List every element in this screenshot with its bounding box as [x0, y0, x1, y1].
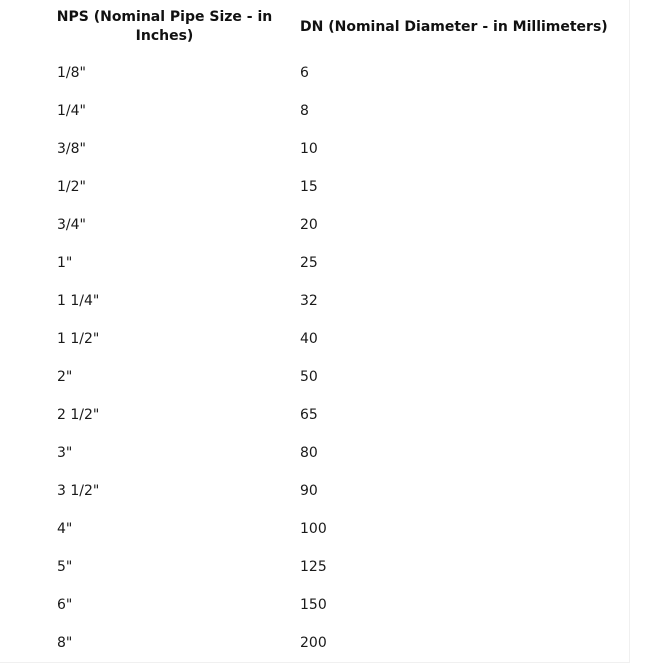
table-row: [0, 548, 629, 586]
dn-cell: 200: [300, 634, 327, 651]
nps-cell: 4": [57, 521, 73, 537]
nps-cell: 2": [57, 369, 73, 385]
table-body: [0, 54, 629, 662]
nps-cell: 3/8": [57, 141, 86, 157]
dn-cell: 150: [300, 597, 327, 613]
table-row: [0, 282, 629, 320]
nps-cell: 3/4": [57, 217, 86, 233]
dn-cell: 125: [300, 559, 327, 575]
dn-cell: 25: [300, 255, 318, 271]
table-row: [0, 472, 629, 510]
nps-cell: 1/2": [57, 179, 86, 195]
nps-cell: 3": [57, 445, 73, 461]
dn-cell: 50: [300, 369, 318, 385]
column-header-nps: NPS (Nominal Pipe Size - in Inches): [56, 9, 273, 44]
table-row: [0, 54, 629, 92]
dn-cell: 65: [300, 407, 318, 423]
dn-cell: 100: [300, 521, 327, 537]
table-row: [0, 586, 629, 624]
table-row: [0, 396, 629, 434]
dn-cell: 32: [300, 293, 318, 309]
nps-cell: 1 1/2": [57, 331, 100, 347]
nps-cell: 2 1/2": [57, 407, 100, 423]
table-header: [0, 0, 629, 54]
nps-cell: 1": [57, 255, 73, 271]
dn-cell: 10: [300, 141, 318, 157]
table-row: [0, 320, 629, 358]
nps-cell: 1/8": [57, 65, 86, 81]
table-row: [0, 92, 629, 130]
nps-cell: 5": [57, 559, 73, 575]
table-row: [0, 434, 629, 472]
table-row: [0, 130, 629, 168]
column-header-dn: DN (Nominal Diameter - in Millimeters): [300, 18, 608, 35]
table-row: [0, 624, 629, 662]
dn-cell: 40: [300, 331, 318, 347]
dn-cell: 6: [300, 65, 309, 81]
dn-cell: 90: [300, 483, 318, 499]
nps-cell: 6": [57, 597, 73, 613]
dn-cell: 15: [300, 179, 318, 195]
table-row: [0, 244, 629, 282]
header-row: [0, 0, 629, 54]
table-row: [0, 168, 629, 206]
table-row: [0, 510, 629, 548]
nps-cell: 1 1/4": [57, 293, 100, 309]
dn-cell: 20: [300, 217, 318, 233]
dn-cell: 80: [300, 445, 318, 461]
nps-cell: 1/4": [57, 103, 86, 119]
table-row: [0, 206, 629, 244]
table-row: [0, 358, 629, 396]
nps-cell: 3 1/2": [57, 483, 100, 499]
dn-cell: 8: [300, 103, 309, 119]
nps-cell: 8": [57, 634, 73, 651]
